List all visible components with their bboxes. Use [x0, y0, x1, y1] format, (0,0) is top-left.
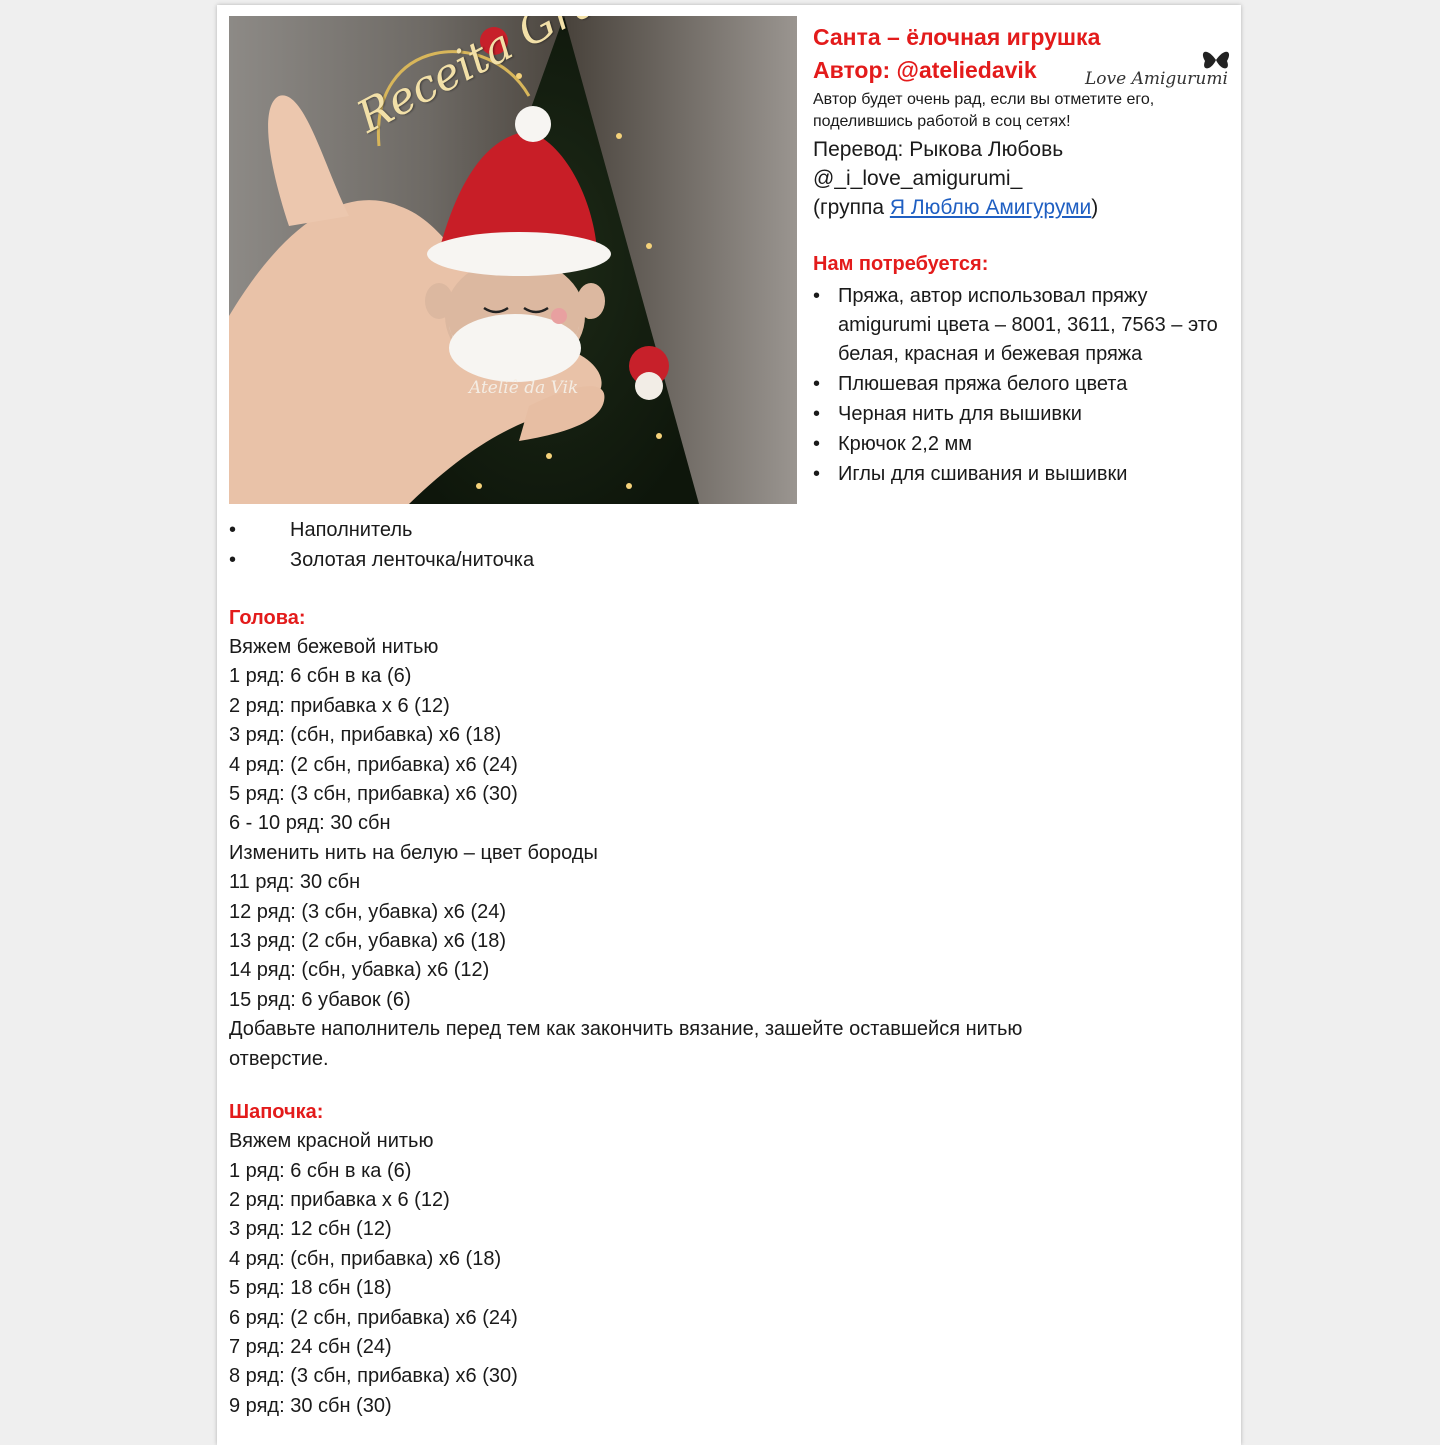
- pattern-line: 15 ряд: 6 убавок (6): [229, 988, 411, 1011]
- head-section-lines: [229, 633, 1229, 1074]
- santa-photo: [229, 16, 797, 504]
- page-title: Санта – ёлочная игрушка: [813, 24, 1101, 50]
- pattern-line: 3 ряд: 12 сбн (12): [229, 1218, 392, 1241]
- pattern-line: 5 ряд: (3 сбн, прибавка) х6 (30): [229, 783, 518, 806]
- pattern-line: отверстие.: [229, 1047, 329, 1070]
- list-item: • Наполнитель: [229, 515, 1229, 545]
- bullet-icon: •: [813, 403, 821, 425]
- author-line[interactable]: Автор: @ateliedavik: [813, 57, 1037, 83]
- document-page: [217, 5, 1241, 1445]
- list-item: • Пряжа, автор использовал пряжу amigurumi цвета – 8001, 3611, 7563 – это белая, красная и бежевая пряжа: [813, 282, 1233, 369]
- pattern-line: Вяжем бежевой нитью: [229, 636, 439, 658]
- pattern-line: Вяжем красной нитью: [229, 1130, 434, 1153]
- pattern-line: 4 ряд: (сбн, прибавка) х6 (18): [229, 1247, 502, 1270]
- materials-list: [813, 282, 1233, 489]
- bullet-icon: •: [813, 463, 821, 485]
- hat-section-heading: Шапочка:: [229, 1101, 324, 1124]
- pattern-line: 6 - 10 ряд: 30 сбн: [229, 812, 391, 835]
- group-line: [813, 193, 1233, 222]
- bullet-icon: •: [813, 433, 821, 455]
- pattern-line: Добавьте наполнитель перед тем как закончить вязание, зашейте оставшейся нитью: [229, 1018, 1023, 1041]
- pattern-line: 11 ряд: 30 сбн: [229, 871, 361, 894]
- pattern-line: 9 ряд: 30 сбн (30): [229, 1394, 392, 1417]
- photo-watermark: Ateliê da Vik: [469, 378, 579, 398]
- pattern-line: 3 ряд: (сбн, прибавка) х6 (18): [229, 724, 502, 747]
- bullet-icon: •: [229, 519, 237, 541]
- group-suffix: ): [1091, 196, 1099, 219]
- materials-heading: Нам потребуется:: [813, 253, 989, 275]
- pattern-line: 5 ряд: 18 сбн (18): [229, 1277, 392, 1300]
- list-item: • Иглы для сшивания и вышивки: [813, 460, 1233, 489]
- pattern-line: 7 ряд: 24 сбн (24): [229, 1335, 392, 1358]
- pattern-content: [229, 515, 1229, 1421]
- bullet-icon: •: [813, 285, 821, 307]
- head-section-heading: Голова:: [229, 607, 306, 629]
- pattern-line: 12 ряд: (3 сбн, убавка) х6 (24): [229, 900, 507, 923]
- pattern-line: 8 ряд: (3 сбн, прибавка) х6 (30): [229, 1365, 518, 1388]
- pattern-line: 2 ряд: прибавка х 6 (12): [229, 694, 450, 717]
- hat-section-lines: [229, 1127, 1229, 1421]
- pattern-line: Изменить нить на белую – цвет бороды: [229, 841, 598, 864]
- pattern-line: 1 ряд: 6 сбн в ка (6): [229, 1159, 412, 1182]
- logo-text: Love Amigurumi: [1085, 69, 1228, 89]
- pattern-line: 2 ряд: прибавка х 6 (12): [229, 1188, 450, 1211]
- list-item: • Плюшевая пряжа белого цвета: [813, 370, 1233, 399]
- group-prefix: (группа: [813, 196, 890, 219]
- header-column: [813, 21, 1233, 490]
- author-note: Автор будет очень рад, если вы отметите его, поделившись работой в соц сетях!: [813, 91, 1155, 130]
- pattern-line: 13 ряд: (2 сбн, убавка) х6 (18): [229, 930, 507, 953]
- bullet-icon: •: [229, 549, 237, 571]
- bullet-icon: •: [813, 373, 821, 395]
- translator-line: Перевод: Рыкова Любовь: [813, 138, 1064, 161]
- list-item: • Крючок 2,2 мм: [813, 430, 1233, 459]
- translator-handle[interactable]: @_i_love_amigurumi_: [813, 167, 1023, 190]
- materials-list-continued: [229, 515, 1229, 575]
- list-item: • Черная нить для вышивки: [813, 400, 1233, 429]
- pattern-line: 1 ряд: 6 сбн в ка (6): [229, 665, 412, 688]
- pattern-line: 4 ряд: (2 сбн, прибавка) х6 (24): [229, 753, 518, 776]
- group-link[interactable]: Я Люблю Амигуруми: [889, 196, 1092, 219]
- pattern-line: 14 ряд: (сбн, убавка) х6 (12): [229, 959, 490, 982]
- santa-illustration: [229, 16, 797, 504]
- list-item: • Золотая ленточка/ниточка: [229, 545, 1229, 575]
- pattern-line: 6 ряд: (2 сбн, прибавка) х6 (24): [229, 1306, 518, 1329]
